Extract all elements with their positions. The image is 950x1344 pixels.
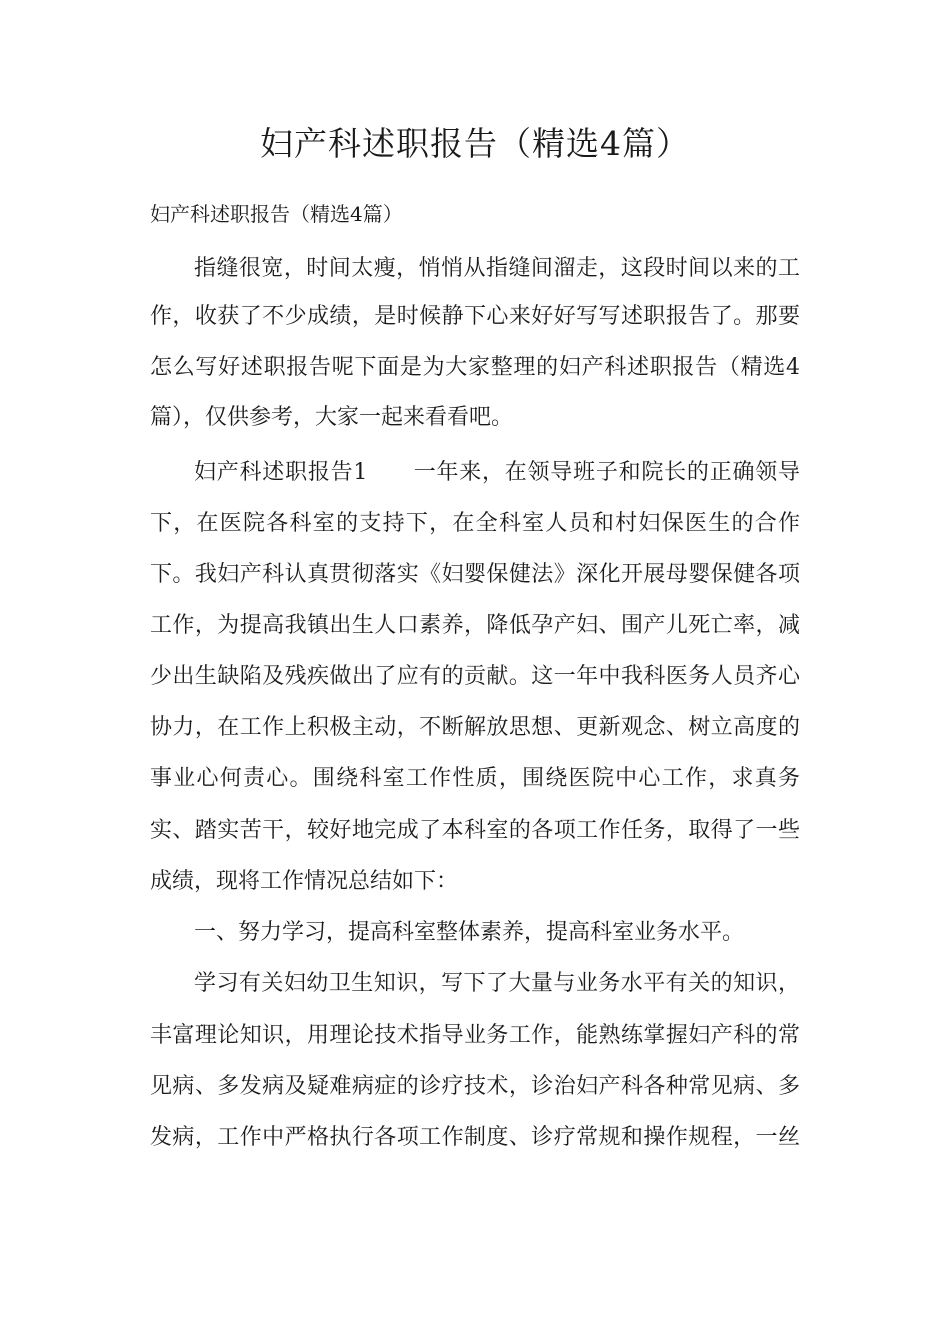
paragraph-line: 工作，为提高我镇出生人口素养，降低孕产妇、围产儿死亡率，减	[150, 613, 800, 638]
paragraph-line: 下，在医院各科室的支持下，在全科室人员和村妇保医生的合作	[150, 511, 800, 536]
paragraph-line: 事业心何责心。围绕科室工作性质，围绕医院中心工作，求真务	[150, 766, 800, 791]
paragraph-line: 少出生缺陷及残疾做出了应有的贡献。这一年中我科医务人员齐心	[150, 664, 800, 689]
paragraph-line: 怎么写好述职报告呢下面是为大家整理的妇产科述职报告（精选4	[150, 355, 800, 380]
paragraph-line: 篇），仅供参考，大家一起来看看吧。	[150, 405, 514, 430]
paragraph-line: 丰富理论知识，用理论技术指导业务工作，能熟练掌握妇产科的常	[150, 1023, 800, 1048]
section-heading: 一、努力学习，提高科室整体素养，提高科室业务水平。	[194, 920, 745, 945]
document-subtitle: 妇产科述职报告（精选4篇）	[150, 202, 403, 226]
document-title: 妇产科述职报告（精选4篇）	[260, 124, 690, 163]
paragraph-line: 见病、多发病及疑难病症的诊疗技术，诊治妇产科各种常见病、多	[150, 1074, 800, 1099]
paragraph-line: 实、踏实苦干，较好地完成了本科室的各项工作任务，取得了一些	[150, 818, 800, 843]
paragraph-line: 成绩，现将工作情况总结如下：	[150, 869, 459, 894]
paragraph-line: 作，收获了不少成绩，是时候静下心来好好写写述职报告了。那要	[150, 304, 800, 329]
paragraph-line: 协力，在工作上积极主动，不断解放思想、更新观念、树立高度的	[150, 715, 800, 740]
paragraph-line: 发病，工作中严格执行各项工作制度、诊疗常规和操作规程，一丝	[150, 1125, 800, 1150]
paragraph-line: 下。我妇产科认真贯彻落实《妇婴保健法》深化开展母婴保健各项	[150, 562, 800, 587]
paragraph-line: 学习有关妇幼卫生知识，写下了大量与业务水平有关的知识，	[194, 971, 800, 996]
paragraph-line: 指缝很宽，时间太瘦，悄悄从指缝间溜走，这段时间以来的工	[194, 256, 800, 281]
paragraph-line: 妇产科述职报告1 一年来，在领导班子和院长的正确领导	[194, 460, 800, 485]
